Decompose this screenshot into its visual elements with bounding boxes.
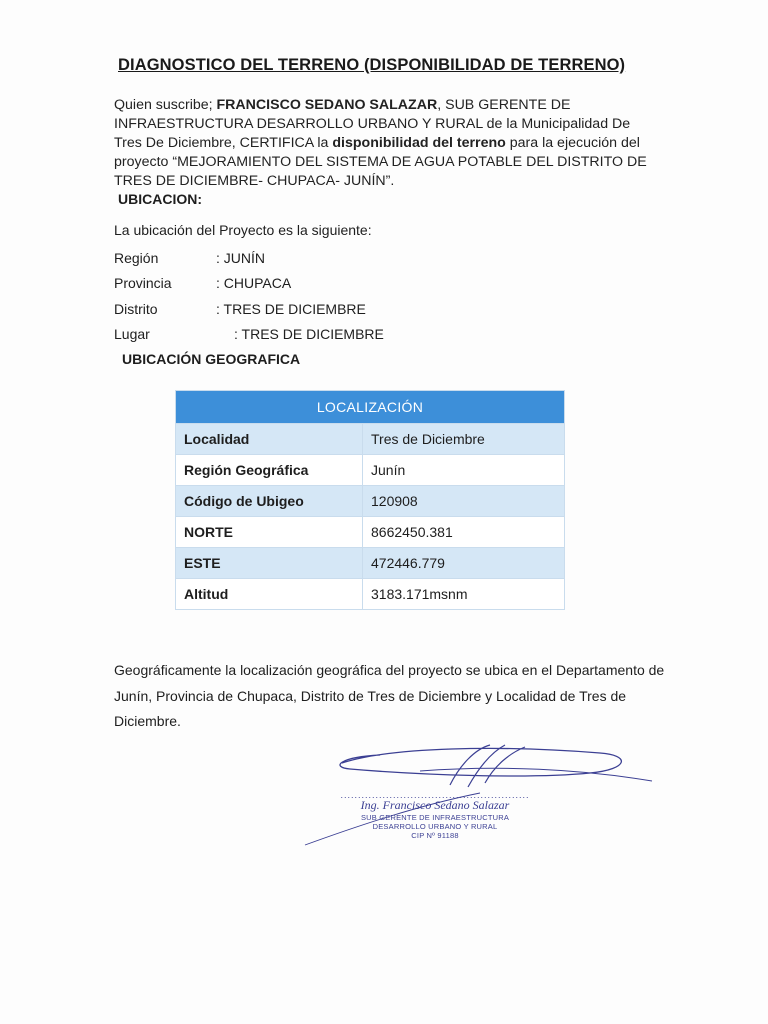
signer-name: FRANCISCO SEDANO SALAZAR [216,97,438,113]
localization-table [175,390,565,610]
location-value: : JUNÍN [216,250,265,266]
stamp-cip: CIP Nº 91188 [411,831,459,840]
intro-paragraph [114,96,654,191]
ubicacion-lead: La ubicación del Proyecto es la siguiente: [114,222,372,238]
table-row [176,517,565,548]
table-value: Tres de Diciembre [363,424,565,455]
ubicacion-heading: UBICACION: [118,191,202,207]
table-value: 472446.779 [363,548,565,579]
certified-subject: disponibilidad del terreno [332,135,506,151]
table-row [176,579,565,610]
geo-heading: UBICACIÓN GEOGRAFICA [122,351,301,367]
intro-text-3: para la ejecución del proyecto “MEJORAMIENTO DEL SISTEMA DE AGUA POTABLE DEL DISTRITO DE TRES DE DICIEMBRE- CHUPACA- JUNÍN”. [114,135,647,189]
table-value: Junín [363,455,565,486]
table-value: 120908 [363,486,565,517]
location-label: Provincia [114,275,172,291]
location-label: Distrito [114,301,158,317]
stamp-dotted-line: ...................................................... [340,790,530,800]
table-header: LOCALIZACIÓN [176,391,565,424]
stamp-position: SUB GERENTE DE INFRAESTRUCTURA [360,813,510,822]
closing-paragraph: Geográficamente la localización geográfica del proyecto se ubica en el Departamento de Junín, Provincia de Chupaca, Distrito de Tres de Diciembre y Localidad de Tres de Diciembre. [114,662,665,729]
stamp-department: DESARROLLO URBANO Y RURAL [372,822,498,831]
intro-text-1: Quien suscribe; [114,97,217,113]
document-title: DIAGNOSTICO DEL TERRENO (DISPONIBILIDAD DE TERRENO) [118,56,626,74]
table-value: 8662450.381 [363,517,565,548]
table-row [176,455,565,486]
location-label: Región [114,250,159,266]
location-value: : TRES DE DICIEMBRE [216,301,366,317]
table-row [176,486,565,517]
table-key: Código de Ubigeo [176,486,363,517]
location-value: : CHUPACA [216,275,292,291]
location-label: Lugar [114,326,150,342]
table-value: 3183.171msnm [363,579,565,610]
table-key: ESTE [176,548,363,579]
table-key: NORTE [176,517,363,548]
intro-text-2: , SUB GERENTE DE INFRAESTRUCTURA DESARROLLO URBANO Y RURAL de la Municipalidad De Tres De Diciembre, CERTIFICA la [114,97,631,151]
table-row [176,548,565,579]
location-value: : TRES DE DICIEMBRE [234,326,384,342]
table-row [176,424,565,455]
table-key: Altitud [176,579,363,610]
table-key: Región Geográfica [176,455,363,486]
signature-stamp [340,792,530,840]
table-key: Localidad [176,424,363,455]
stamp-name: Ing. Francisco Sedano Salazar [360,798,510,812]
